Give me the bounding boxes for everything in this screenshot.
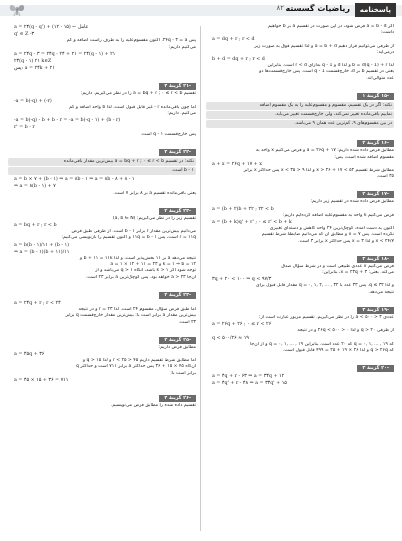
text-line: یعنی باقی‌مانده تقسیم a بر ۸ برابر ۷ است. — [113, 190, 196, 196]
text-line: می‌کنیم. داریم: — [167, 111, 196, 117]
text-line: مطابق فرض داریم: — [158, 344, 196, 350]
text-line: نتیجه می‌دهد. — [368, 289, 394, 295]
equation-line: a = ۴۵q + ۳۶ — [14, 351, 45, 357]
answer-heading: -۱۸ گزینهٔ ۳ — [357, 256, 394, 263]
answer-heading: -۲۶ گزینهٔ ۴ — [159, 395, 196, 402]
equation-line: a = ۴۵ × ۱۵ + ۳۶ = ۷۱۱ — [14, 377, 69, 383]
equation-line: -a = b(-q) + (-r) — [14, 98, 52, 104]
equation-line: ۲۴(q - ۱) ۲۱ k∈Z — [14, 59, 52, 65]
equation-line: -a = b(-q) - b + b - r = -a = b(-q - ۱) + (b - r) — [14, 118, 121, 124]
text-line: درمی‌آید: — [376, 49, 394, 55]
text-line: نکرده است. پس x = ۷ و مطابق آن که می‌دانیم ضابطهٔ شرط تقسیم — [261, 232, 394, 238]
column-divider — [200, 26, 201, 531]
note-line: b - ۱ است. — [8, 167, 196, 175]
answer-heading: -۲۰ گزینهٔ ۳ — [357, 365, 394, 372]
equation-line: a = (b + ۲)b + ۲۲ ; ۲۲ < b — [212, 206, 274, 212]
equation-line: a = dq + r ; r < d — [212, 37, 255, 43]
butterfly-icon — [8, 2, 26, 18]
right-column — [206, 24, 394, 534]
text-line: نتیجه می‌دهد a بر ۱۱ بخش‌پذیر است، و لذا b + ۱۱ = ۱۱k و — [79, 256, 196, 262]
text-line: ۳۵ است. — [376, 174, 394, 180]
text-line: بیش‌ترین مقدار a برابر است با: بیش‌ترین مقدار خارج‌قسمت q برابر — [65, 313, 196, 319]
answer-heading: -۱۹ گزینهٔ ۳ — [357, 307, 394, 314]
equation-line: a = b(b - ۱)/۱۱ + (b - ۱) — [14, 242, 69, 248]
text-line: اما مطابق شرط تقسیم داریم ۴۵ < r < ۲۵ و لذا ۱۵ < q و — [82, 358, 196, 364]
text-line: مطابق شرط تقسیم ۵۲ > ۱۷ + x > ۲۶ و لذا ۹ < x < ۳۵ پس حداکثر x برابر — [243, 168, 394, 174]
text-line: پس ۲۴q - ۳ = a. اکنون مقسوم‌علیه را به طرف راست اضافه و کم — [66, 38, 196, 44]
answer-heading: -۱۶ گزینهٔ ۲ — [357, 140, 394, 147]
equation-line: a = ۲۴q - ۳ = ۲۴q - ۲۴ + ۲۱ = ۲۴(q - ۱) + ۲۱ — [14, 51, 116, 57]
text-line: ۲۳ است. — [178, 319, 196, 325]
text-line: و لذا q ≤ ۳۲. پس ۳۳ عدد با q = ۰, ۱, ۲, ... , ۳۲ مقدار قابل قبول برای — [255, 283, 394, 289]
note-line: در بین مقسوم‌های ۹، کم‌ترین عدد همان ۹ می‌باشد. — [206, 120, 394, 128]
text-line: یعنی در تقسیم b بر d، خارج‌قسمت q - 1 است. پس خارج‌قسمت‌ها دو — [259, 69, 394, 75]
answer-heading: -۲۴ گزینهٔ ۲ — [159, 292, 196, 299]
equation-line: r' = b - r — [14, 125, 35, 131]
text-line: که q = ۰, ۱, ... , ۱۹ که ۲۰ عدد است. بنابراین q = ۰, ۱, ... , ۱۹ و از آن‌جا — [249, 341, 394, 347]
answer-heading: -۲۵ گزینهٔ ۲ — [159, 337, 196, 344]
equation-line: q < ۵۰۰/۲۶ ≈ ۱۹ — [212, 335, 249, 341]
text-line: مقسوم اضافه شده است، پس: — [334, 154, 394, 160]
text-line: عددی ۳ < a < ۵۰۰ را در نظر می‌گیریم. تقسیم مزبور عبارت است از: — [259, 314, 394, 320]
left-column — [8, 24, 196, 534]
section-tag: پاسخنامه — [355, 3, 396, 17]
text-line: پس خارج‌قسمت q - ۱ است. — [140, 131, 196, 137]
text-line: توجه شود اگر k > ۱ باشد، آنگاه q > ۱ می‌باشد و از — [95, 268, 196, 274]
text-line: تقسیم a = bq + r ; ۰ ≤ r < b را در نظر می‌گیریم. داریم: — [80, 91, 196, 97]
text-line: r = ۱۱q است، پس ۱۱q = b - ۱ و اکنون تقسیم را بازنویسی می‌کنیم: — [61, 235, 196, 241]
note-line: نماییم باقی‌مانده تغییر نمی‌کند، ولی خارج‌قسمت تغییر می‌یابد. — [206, 111, 394, 119]
text-line: آن‌جا a > ۲۳ خواهد بود. پس کوچک‌ترین a برابر ۲۳ است. — [85, 274, 196, 280]
text-line: که q > ۲۶q و لذا ۲۶ × ۱۹ + ۲۵ = ۴۹۹ قابل قبول است. — [282, 347, 394, 353]
equation-line: a = ۲۴q + r ; r < ۲۴ — [14, 300, 61, 306]
equation-line: a = ۲۴(q - q') + (۱۲ - ۱۵) ← عامل — [14, 25, 89, 30]
text-line: می‌کنیم داریم: — [168, 44, 196, 50]
page-header — [0, 0, 402, 22]
text-line: لذا b = d(q - 1) + r و لذا d و q - 1 به‌ازای r < d است. بنابراین — [267, 63, 394, 69]
equation-line: ⇒ a = ۸(b - ۱) + ۷ — [14, 184, 56, 190]
text-line: می‌کند. یعنی: x = ۲۳q + ۳، بنابراین: — [322, 270, 394, 276]
answer-heading: -۲۳ گزینهٔ ۲ — [159, 208, 196, 215]
text-line: تقسیم داده شده را مطابق فرض می‌نویسیم. — [110, 402, 196, 408]
text-line: از طرفی q > ۲۰ و لذا ۰ < ۲۶q < ۵۰۰ و در نتیجه — [297, 328, 394, 334]
answer-heading: -۱۷ گزینهٔ ۲ — [357, 191, 394, 198]
text-line: عدد متوالی‌اند. — [366, 75, 394, 81]
text-line: اما طبق فرض سؤال، مقسوم ۲۴ است. لذا r = ۲۳ و در نتیجه — [78, 307, 196, 313]
text-line: تقسیم زیر را در نظر می‌گیریم: (a, b ∈ N) — [112, 215, 196, 221]
equation-line: ۳q + ۲۰ < ۱۰۰ ⇒ q < ۹۷/۳ — [212, 277, 272, 283]
answer-heading: -۲۲ گزینهٔ ۴ — [159, 149, 196, 156]
equation-line: a = bq + r ; r < b — [14, 223, 57, 229]
text-line: مطابق فرض داده شده در تقسیم زیر داریم: — [310, 199, 394, 205]
book-title: ریاضیات گسسته — [285, 4, 350, 13]
equation-line: a = b × ۷ + (b - ۱) ⇒ a = ۸b - ۱ ⇒ a = ۸b - ۸ + ۸ - ۱ — [14, 177, 135, 183]
text-line: آن‌گاه ۴۵ × ۱۵ + ۳۶ پس حداکثر a برابر ۷۱۱ است و حداکثر q — [76, 364, 196, 370]
equation-line: a + x = ۲۶q + ۱۷ + x — [212, 161, 262, 167]
equation-line: q' ∈ Z -۳ — [14, 32, 35, 38]
equation-line: b + d = dq + r ; r < d — [212, 57, 265, 63]
text-line: مطابق فرض داده شده داریم: a = ۲۶q + ۱۷ و فرض می‌کنیم x واحد به — [255, 148, 394, 154]
answer-heading: -۱۵ گزینهٔ ۱ — [357, 93, 394, 100]
answer-heading: -۲۱ گزینهٔ ۴ — [159, 83, 196, 90]
note-line: نکته: اگر در یک تقسیم، مقسوم و مقسوم‌علیه را به یک مقسوم اضافه — [206, 102, 394, 110]
equation-line: a = ۴q + r - ۶۳ ⇒ a = ۳۴q + ۱۲ — [212, 374, 285, 380]
equation-line: ⇒ a = (b - ۱)(b + ۱۱)/۱۱ — [14, 249, 70, 255]
text-line: می‌دانیم بیش‌ترین مقدار r برابر b - ۱ است. از طرفی طبق فرض — [71, 229, 196, 235]
text-line: فرض می‌کنیم k واحد به مقسوم‌علیه اضافه کرده‌ایم داریم: — [282, 212, 394, 218]
equation-line: پس: a = ۲۴k + ۲۱ — [14, 66, 55, 72]
text-line: x < ۲۴/۷ و لذا x = ۳ پس حداکثر x برابر ۳ است. — [298, 238, 394, 244]
page-number: ۸۲ — [276, 4, 284, 12]
text-line: داشت: — [380, 30, 394, 36]
text-line: فرض می‌کنیم x عددی طبیعی است و در شرط سؤال صدق — [281, 263, 394, 269]
text-line: از طرفی می‌توانیم قرار دهیم a = b + d و لذا تقسیم فوق به صورت زیر — [254, 43, 394, 49]
note-line: نکته: در تقسیم a = bq + r ; ۰ ≤ r < b بیش‌ترین مقدار باقی‌مانده — [8, 158, 196, 166]
text-line: k = ۱ ⇒ b = ۱۲ و a = ۱ × ۱۲ + ۱۱ = ۲۳ — [110, 262, 196, 268]
equation-line: a = (b + k)q' + r' ; ۰ ≤ r' < b + k — [212, 220, 292, 226]
equation-line: a = ۴q' + r - ۴۸ ⇒ a = ۳۴q' + ۱۵ — [212, 381, 287, 387]
text-line: اما چون باقی‌مانده r - غیر قابل قبول است، لذا b واحد اضافه و کم — [69, 104, 196, 110]
text-line: برابر است با: — [170, 370, 196, 376]
text-line: اکنون به دست آمده، کوچک‌ترین ۲۴ واحد کاهش و دسته‌ای تغییری — [269, 226, 394, 232]
text-line: اگر a = b - d فرض شود، در این صورت در تقسیم a بر b خواهیم — [267, 24, 394, 29]
equation-line: a = ۲۶q + ۲۶ ; ۰ ≤ r < ۲۶ — [212, 322, 272, 328]
